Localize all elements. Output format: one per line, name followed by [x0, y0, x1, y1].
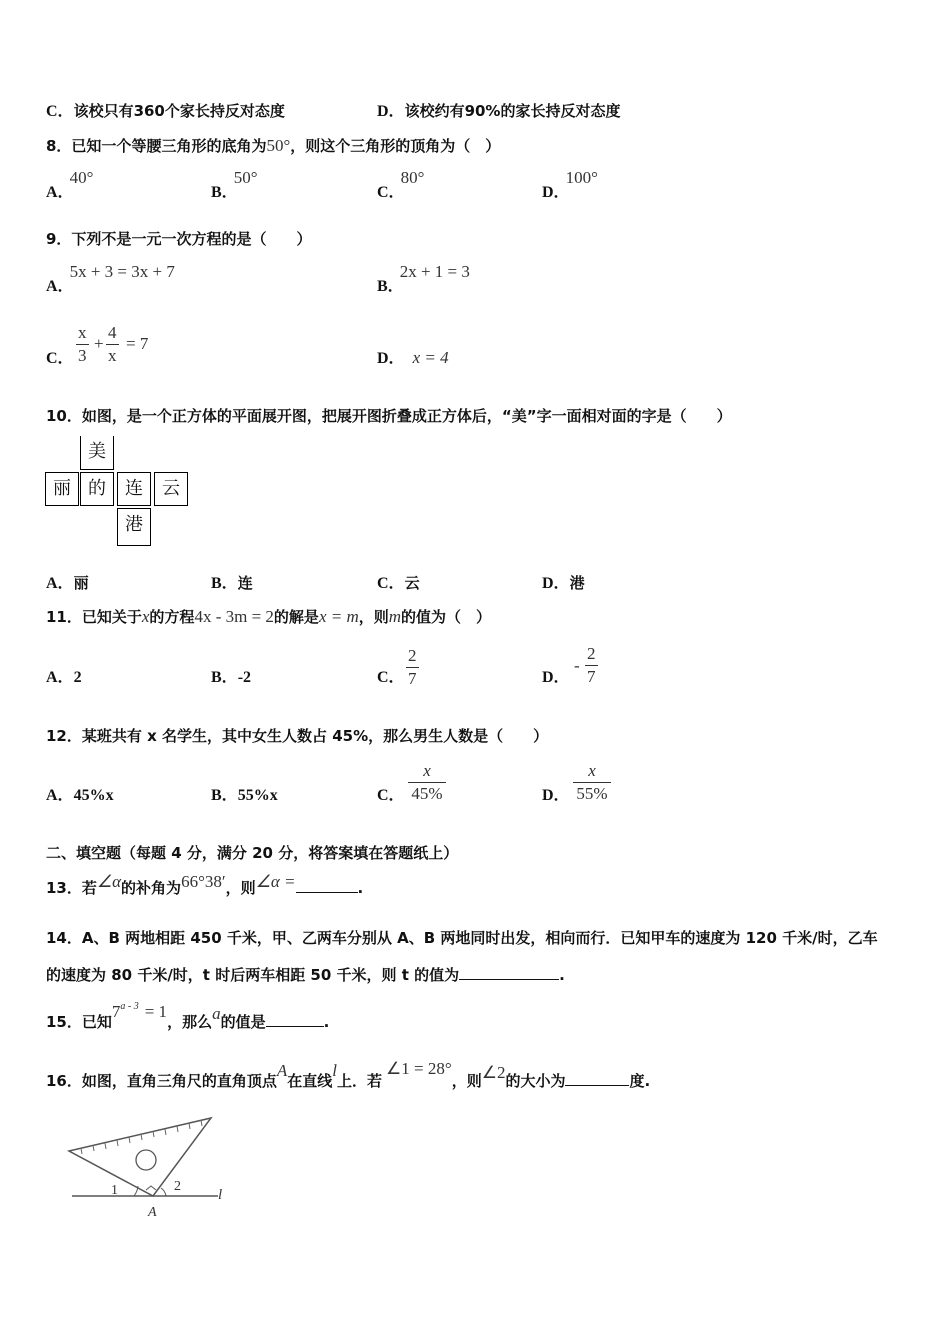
q11-option-c-label: C．: [377, 669, 405, 686]
q9-c-fraction-1: $\frac{x}{3}$: [78, 323, 87, 365]
q11-d-sign: -: [574, 656, 580, 675]
q14-line1: 14．A、B 两地相距 450 千米，甲、乙两车分别从 A、B 两地同时出发，相向而行．已知甲车的速度为 120 千米/时，乙车: [46, 929, 878, 947]
q14-answer-blank[interactable]: [459, 965, 559, 980]
q8-option-a: A．40°: [46, 168, 94, 201]
triangle-ruler: [69, 1118, 211, 1196]
q9-option-c-label: C．: [46, 350, 74, 367]
q9-c-equals: = 7: [126, 334, 149, 353]
net-cell-bottom: 港: [117, 508, 151, 546]
angle-2-arc: [161, 1188, 166, 1196]
q15-stem: 15．已知$7^{a - 3} = 1$，那么a的值是 .: [46, 1001, 330, 1031]
q12-option-a: A．45%x: [46, 787, 114, 804]
q11-d-fraction: $\frac{2}{7}$: [587, 644, 596, 686]
q12-option-b: B．55%x: [211, 787, 278, 804]
net-cell-3: 连: [117, 472, 151, 506]
q9-c-fraction-2: $\frac{4}{x}$: [108, 323, 117, 365]
q16-stem: 16．如图，直角三角尺的直角顶点A在直线l上．若∠1 = 28°，则∠2的大小为 度.: [46, 1059, 651, 1090]
q10-option-b: B．连: [211, 574, 253, 592]
q11-stem: 11．已知关于x的方程4x - 3m = 2的解是x = m，则m的值为（ ）: [46, 607, 492, 626]
set-square-figure: [60, 1110, 240, 1222]
q9-option-d: D． x = 4: [377, 348, 449, 367]
q7-option-c: C．该校只有360个家长持反对态度: [46, 102, 285, 120]
q9-stem: 9．下列不是一元一次方程的是（ ）: [46, 230, 312, 248]
net-cell-4: 云: [154, 472, 188, 506]
angle-2-label: 2: [174, 1179, 181, 1194]
q8-option-c: C．80°: [377, 168, 425, 201]
q10-option-c: C．云: [377, 574, 420, 592]
net-cell-1: 丽: [45, 472, 79, 506]
q10-option-a: A．丽: [46, 574, 89, 592]
q8-stem: 8．已知一个等腰三角形的底角为50°，则这个三角形的顶角为（ ）: [46, 136, 501, 155]
q10-stem: 10．如图，是一个正方体的平面展开图，把展开图折叠成正方体后，“美”字一面相对面的字是（ ）: [46, 407, 732, 425]
q8-option-d: D．100°: [542, 168, 598, 201]
ruler-hole: [136, 1150, 156, 1170]
section-heading: 二、填空题（每题 4 分，满分 20 分，将答案填在答题纸上）: [46, 844, 459, 862]
angle-1-label: 1: [111, 1183, 118, 1198]
ruler-ticks: [81, 1120, 202, 1154]
q14-line2: 的速度为 80 千米/时，t 时后两车相距 50 千米，则 t 的值为 .: [46, 966, 565, 984]
net-cell-2: 的: [80, 472, 114, 506]
q12-stem: 12．某班共有 x 名学生，其中女生人数占 45%，那么男生人数是（ ）: [46, 727, 549, 745]
q8-option-b: B．50°: [211, 168, 258, 201]
q7-option-d: D．该校约有90%的家长持反对态度: [377, 102, 621, 120]
point-a-label: A: [148, 1205, 157, 1220]
q12-d-fraction: $\frac{x}{55\%}$: [573, 762, 611, 803]
q11-option-b: B．-2: [211, 669, 252, 686]
line-l-label: l: [218, 1187, 223, 1203]
q9-option-a: A．5x + 3 = 3x + 7: [46, 262, 175, 295]
q9-c-plus: +: [94, 334, 104, 353]
q15-answer-blank[interactable]: [266, 1012, 324, 1027]
net-cell-top: 美: [80, 436, 114, 470]
q13-answer-blank[interactable]: [296, 878, 358, 893]
q12-option-d-label: D．: [542, 787, 570, 804]
q9-option-b: B．2x + 1 = 3: [377, 262, 470, 295]
q11-c-fraction: $\frac{2}{7}$: [408, 646, 417, 688]
q10-option-d: D．港: [542, 574, 585, 592]
q11-option-a: A．2: [46, 669, 82, 686]
q12-c-fraction: $\frac{x}{45\%}$: [408, 762, 446, 803]
right-angle-mark: [146, 1186, 156, 1190]
q16-answer-blank[interactable]: [565, 1071, 629, 1086]
q12-option-c-label: C．: [377, 787, 405, 804]
q11-option-d-label: D．: [542, 669, 570, 686]
q13-stem: 13．若∠α的补角为66°38′，则∠α = .: [46, 872, 364, 897]
